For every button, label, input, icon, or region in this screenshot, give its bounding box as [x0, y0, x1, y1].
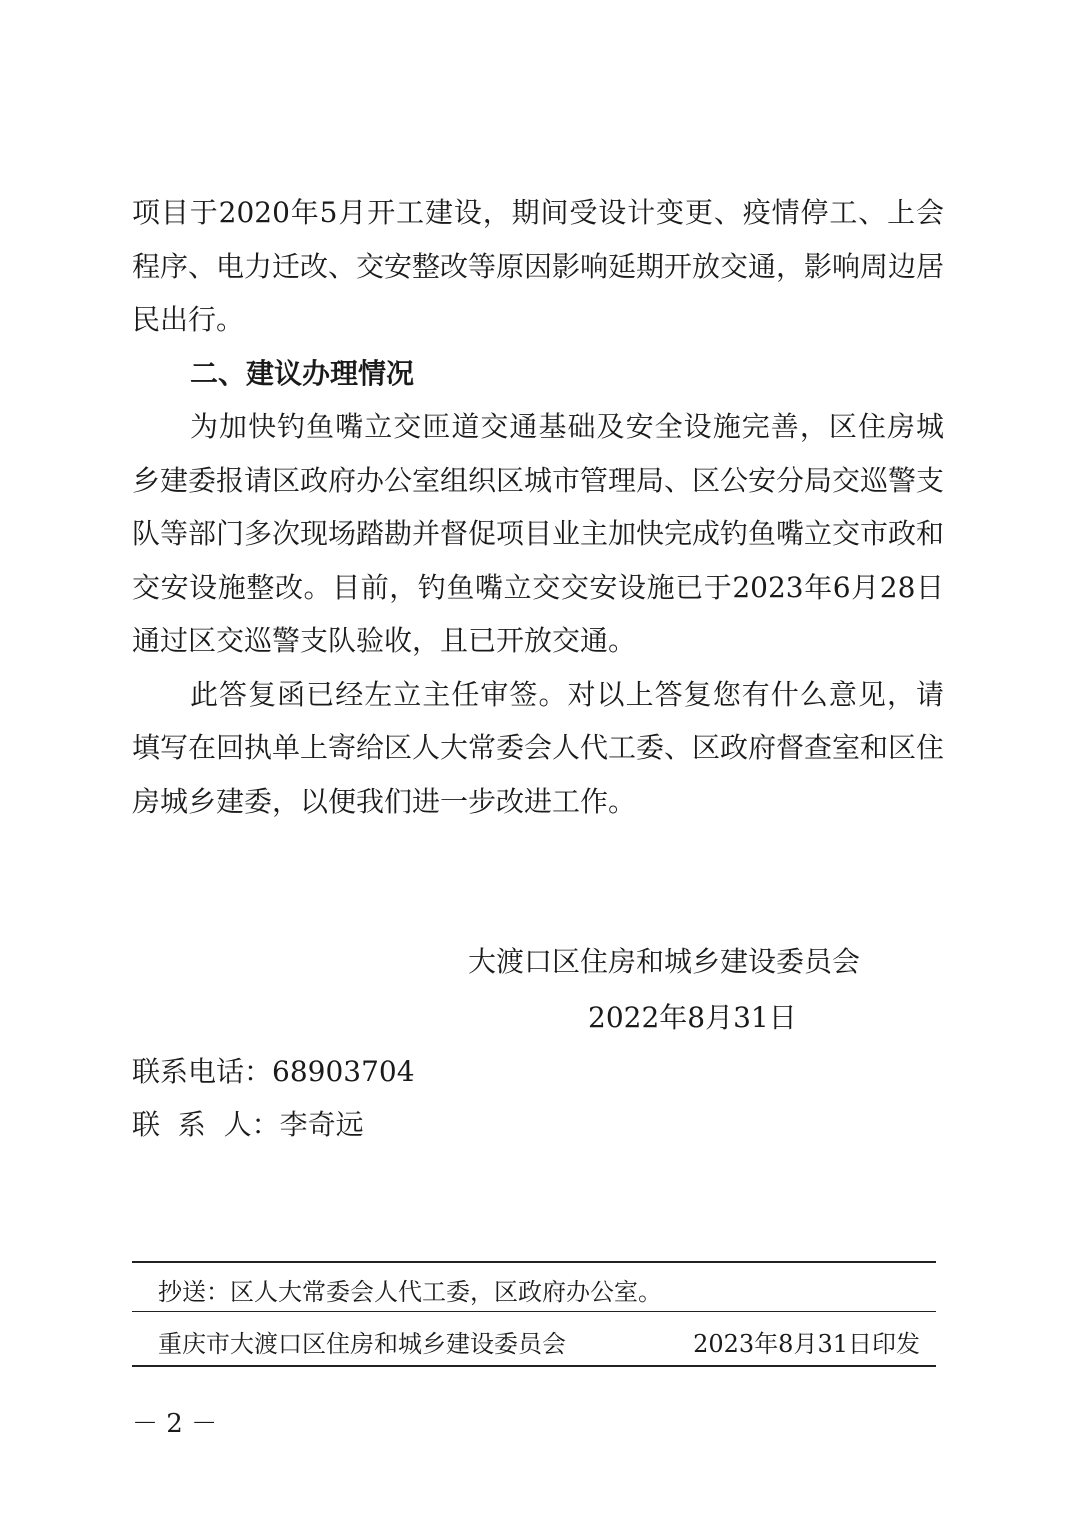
paragraph-handling-details: 为加快钓鱼嘴立交匝道交通基础及安全设施完善，区住房城乡建委报请区政府办公室组织区城市管理局、区公安分局交巡警支队等部门多次现场踏勘并督促项目业主加快完成钓鱼嘴立交市政和交安设施整改。目前，钓鱼嘴立交交安设施已于2023年6月28日通过区交巡警支队验收，且已开放交通。	[132, 410, 945, 657]
paragraph-project-background: 项目于2020年5月开工建设，期间受设计变更、疫情停工、上会程序、电力迁改、交安整改等原因影响延期开放交通，影响周边居民出行。	[132, 196, 945, 336]
signature-organization: 大渡口区住房和城乡建设委员会	[468, 945, 861, 978]
footer-rule-middle	[132, 1311, 936, 1312]
footer-rule-bottom	[132, 1365, 936, 1367]
footer-rule-top	[132, 1261, 936, 1263]
issue-date: 2023年8月31日印发	[693, 1330, 920, 1358]
contact-phone: 联系电话：68903704	[132, 1055, 415, 1088]
paragraph-reply-note: 此答复函已经左立主任审签。对以上答复您有什么意见，请填写在回执单上寄给区人大常委会人代工委、区政府督查室和区住房城乡建委，以便我们进一步改进工作。	[132, 677, 945, 818]
section-heading-handling: 二、建议办理情况	[190, 356, 415, 390]
contact-person: 联 系 人：李奇远	[132, 1108, 364, 1141]
cc-line: 抄送：区人大常委会人代工委，区政府办公室。	[158, 1278, 662, 1306]
issuer-organization: 重庆市大渡口区住房和城乡建设委员会	[158, 1330, 566, 1358]
body-text	[132, 186, 944, 828]
signature-date: 2022年8月31日	[588, 1001, 797, 1034]
page-number: － 2 －	[132, 1409, 218, 1439]
